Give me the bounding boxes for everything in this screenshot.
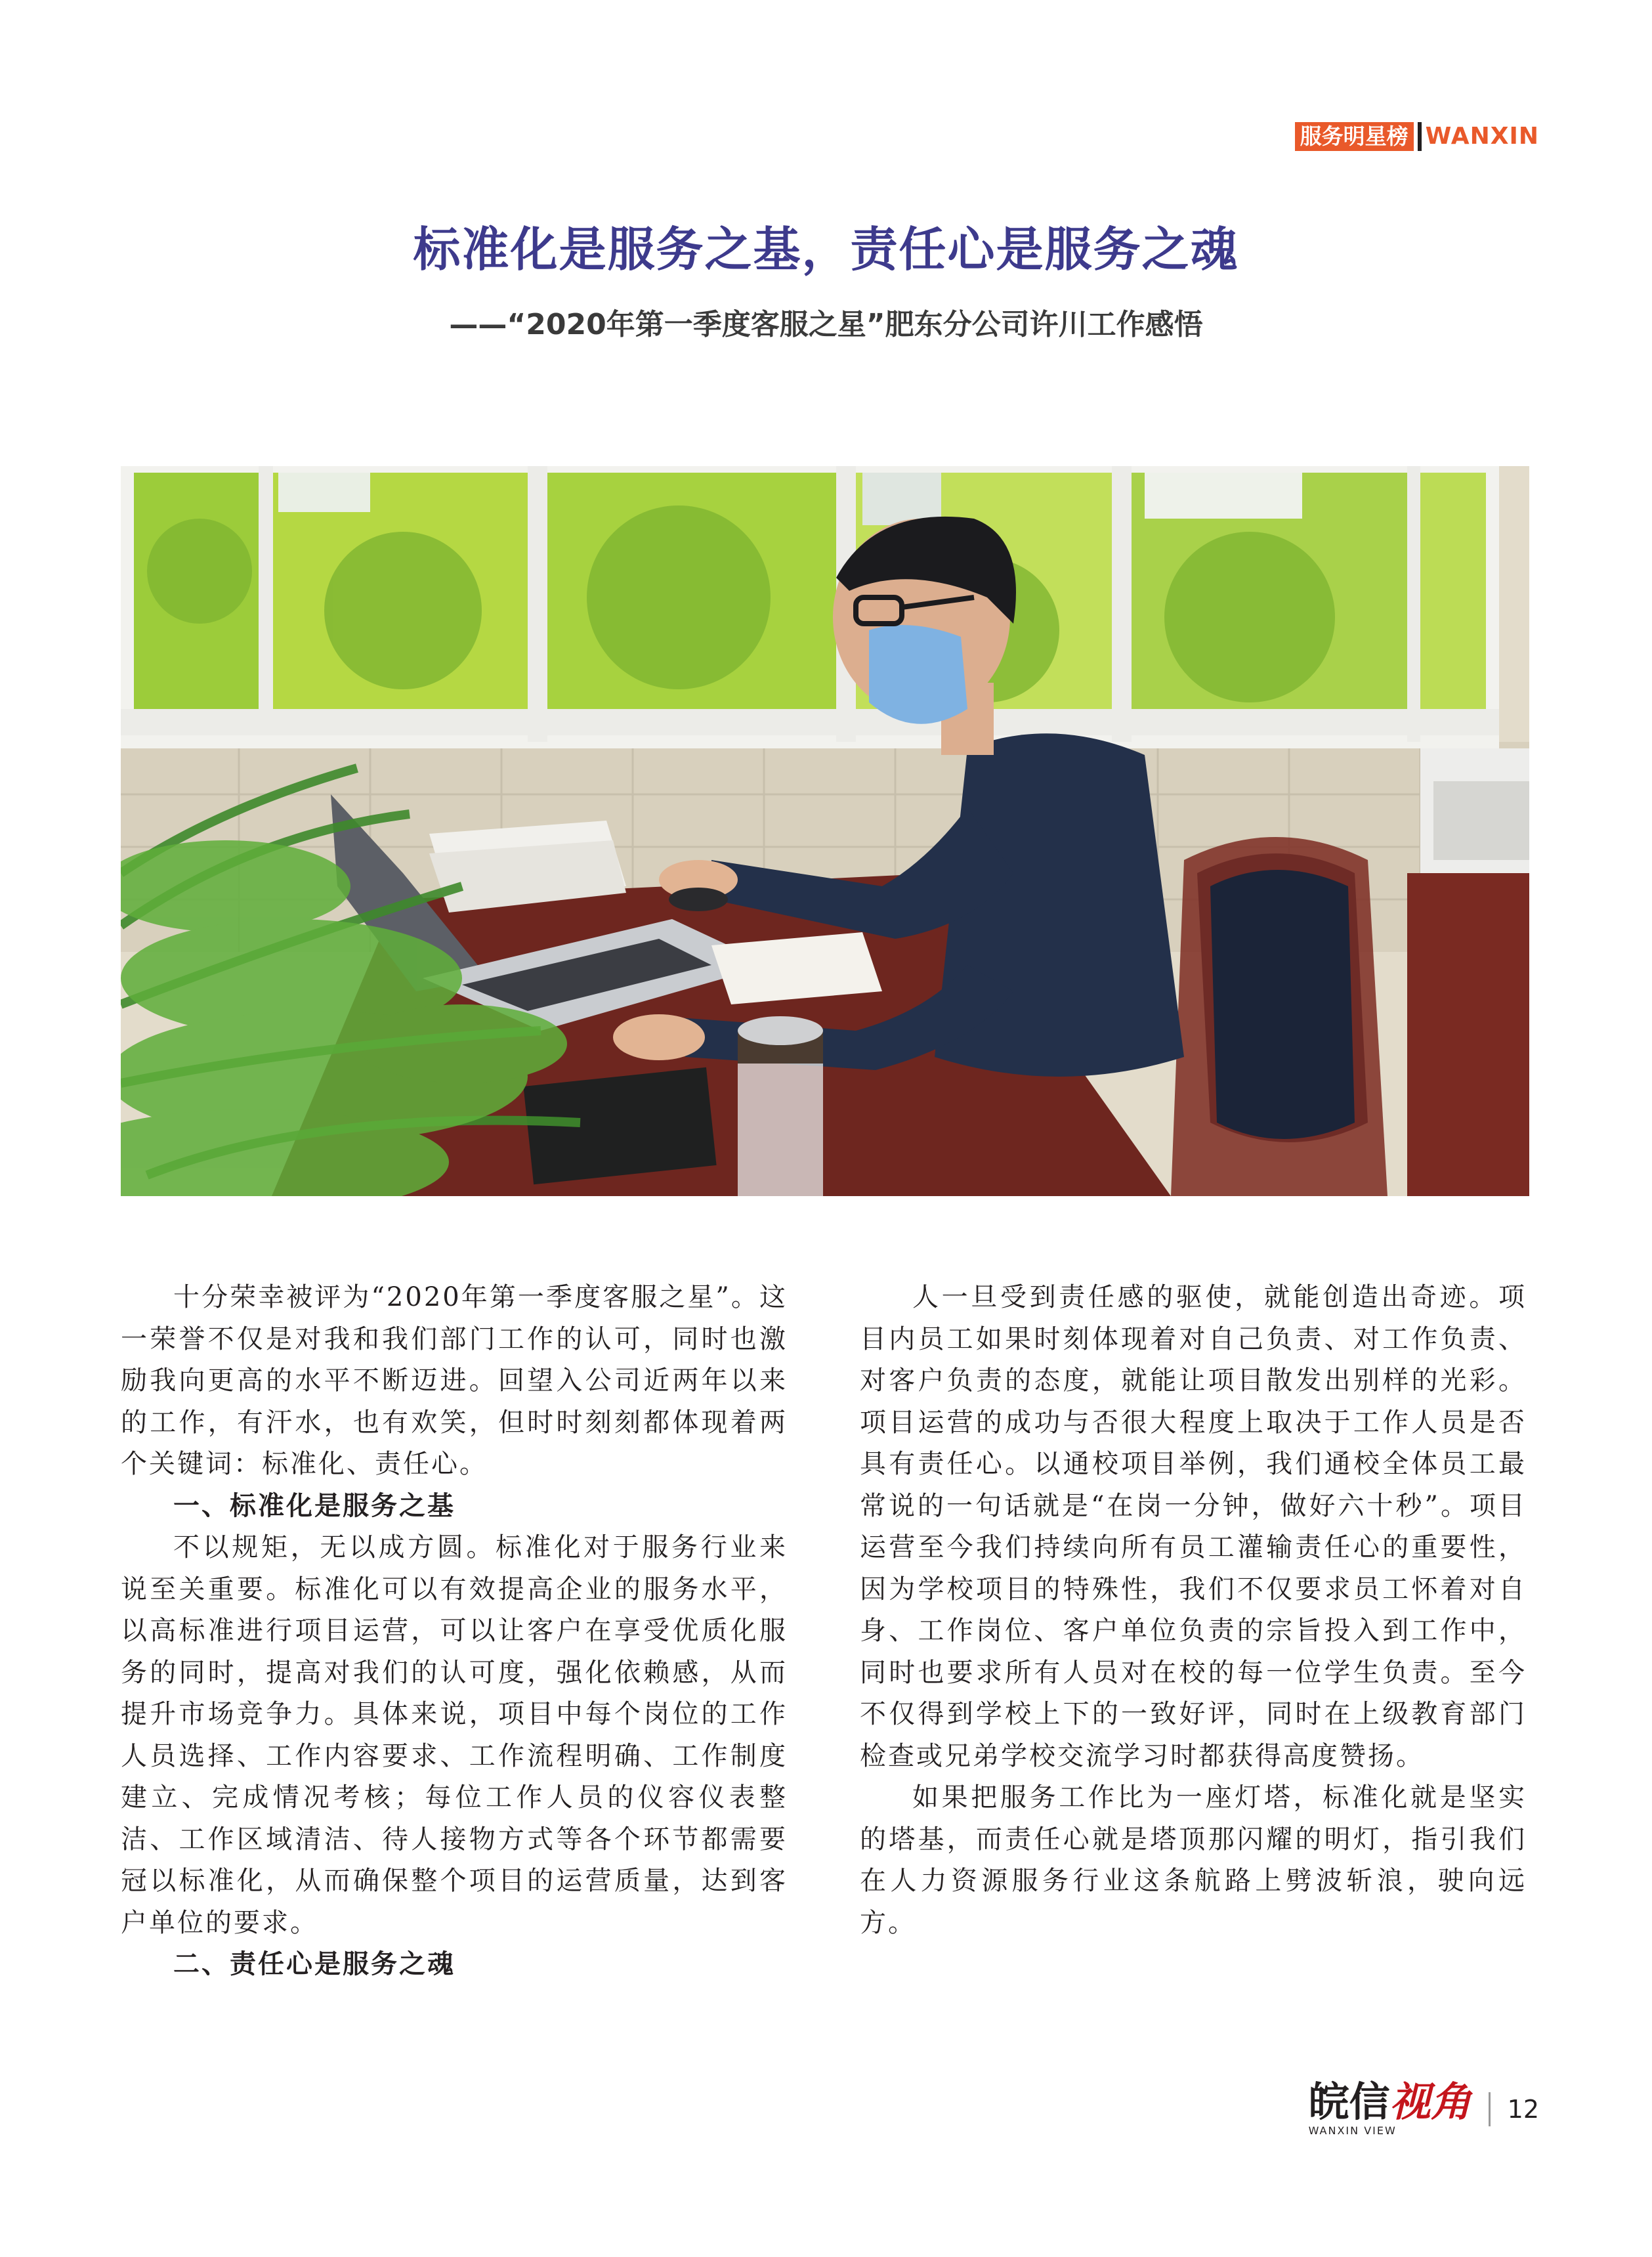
- page-number: 12: [1507, 2094, 1539, 2124]
- office-photo-illustration: [121, 466, 1529, 1196]
- logo-main-text: 皖信: [1308, 2078, 1390, 2126]
- magazine-logo: [1308, 2078, 1472, 2137]
- left-column: [121, 1277, 788, 1986]
- section-tag: 服务明星榜: [1295, 122, 1414, 151]
- magazine-logo-en: WANXIN VIEW: [1308, 2124, 1397, 2137]
- paragraph: 十分荣幸被评为“2020年第一季度客服之星”。这一荣誉不仅是对我和我们部门工作的认可，同时也激励我向更高的水平不断迈进。回望入公司近两年以来的工作，有汗水，也有欢笑，但时时刻刻都体现着两个关键词：标准化、责任心。: [121, 1282, 788, 1479]
- section-heading: 一、标准化是服务之基: [173, 1490, 455, 1521]
- paragraph: 如果把服务工作比为一座灯塔，标准化就是坚实的塔基，而责任心就是塔顶那闪耀的明灯，指引我们在人力资源服务行业这条航路上劈波斩浪，驶向远方。: [860, 1782, 1527, 1938]
- brand-label: WANXIN: [1425, 123, 1539, 150]
- page-footer: [1308, 2078, 1539, 2137]
- header-divider: [1418, 122, 1422, 151]
- paragraph: 不以规矩，无以成方圆。标准化对于服务行业来说至关重要。标准化可以有效提高企业的服务水平，以高标准进行项目运营，可以让客户在享受优质化服务的同时，提高对我们的认可度，强化依赖感，从而提升市场竞争力。具体来说，项目中每个岗位的工作人员选择、工作内容要求、工作流程明确、工作制度建立、完成情况考核；每位工作人员的仪容仪表整洁、工作区域清洁、待人接物方式等各个环节都需要冠以标准化，从而确保整个项目的运营质量，达到客户单位的要求。: [121, 1532, 788, 1938]
- paragraph: 人一旦受到责任感的驱使，就能创造出奇迹。项目内员工如果时刻体现着对自己负责、对工作负责、对客户负责的态度，就能让项目散发出别样的光彩。项目运营的成功与否很大程度上取决于工作人员是否具有责任心。以通校项目举例，我们通校全体员工最常说的一句话就是“在岗一分钟，做好六十秒”。项目运营至今我们持续向所有员工灌输责任心的重要性，因为学校项目的特殊性，我们不仅要求员工怀着对自身、工作岗位、客户单位负责的宗旨投入到工作中，同时也要求所有人员对在校的每一位学生负责。至今不仅得到学校上下的一致好评，同时在上级教育部门检查或兄弟学校交流学习时都获得高度赞扬。: [860, 1282, 1527, 1771]
- right-column: [860, 1277, 1527, 1944]
- office-photo: [121, 466, 1529, 1196]
- article-title: 标准化是服务之基，责任心是服务之魂: [413, 222, 1239, 277]
- section-heading: 二、责任心是服务之魂: [173, 1949, 455, 1979]
- magazine-logo-cn: [1308, 2078, 1472, 2126]
- section-header: [1295, 122, 1539, 151]
- logo-accent-text: 视角: [1389, 2078, 1472, 2126]
- footer-divider: [1489, 2092, 1491, 2126]
- article-subtitle: ——“2020年第一季度客服之星”肥东分公司许川工作感悟: [449, 308, 1203, 341]
